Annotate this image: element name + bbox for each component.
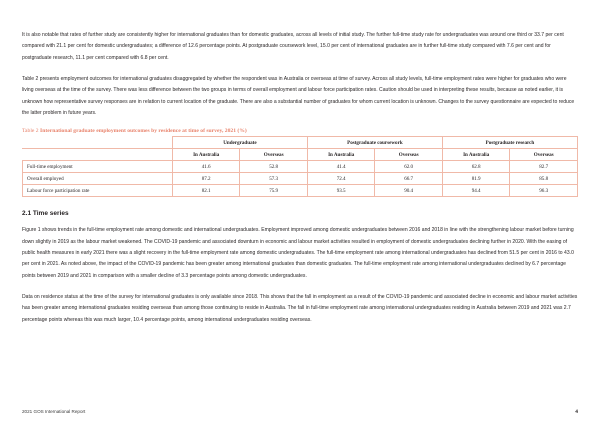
footer-report-title: 2021 GOS International Report [22, 409, 86, 414]
paragraph-residence-status: Data on residence status at the time of the survey for international graduates is only available since 2018. This shows that the fall in employment as a result of the COVID-19 pandemic and associated decline in economic and labour market activities has been greater among international graduates residing overseas than among those continuing to reside in Australia. The fall in full-time employment rate among international undergraduates residing in Australia between 2019 and 2021 was 2.7 percentage points whereas this was much larger, 10.4 percentage points, among international undergraduates residing overseas. [22, 294, 578, 323]
table-row-label: Overall employed [23, 173, 173, 185]
table-cell: 81.9 [442, 173, 510, 185]
table-sub-header-pgcw-overseas: Overseas [375, 149, 443, 161]
table-cell: 52.8 [240, 161, 308, 173]
table-header-row-groups [23, 137, 578, 149]
employment-outcomes-table [22, 136, 578, 197]
table-cell: 82.1 [172, 185, 240, 197]
paragraph-table2-intro: Table 2 presents employment outcomes for international graduates disaggregated by whether the respondent was in Australia or overseas at time of survey. Across all study levels, full-time employment rates were higher for graduates who were living overseas at the time of the survey. There was less difference between the two groups in terms of overall employment and labour force participation rates. Caution should be used in interpreting these results, because as noted earlier, it is unknown how representative survey responses are in relation to current location of the graduate. There are also a substantial number of graduates for whom current location is unknown. Changes to the survey questionnaire are expected to reduce the latter problem in future years. [22, 76, 575, 117]
table-row [23, 173, 578, 185]
table-row-label: Full-time employment [23, 161, 173, 173]
table-sub-header-ug-overseas: Overseas [240, 149, 308, 161]
table-cell: 85.8 [510, 173, 578, 185]
table-cell: 82.7 [510, 161, 578, 173]
paragraph-figure1-trends: Figure 1 shows trends in the full-time employment rate among domestic and international undergraduates. Employment improved among domestic undergraduates between 2016 and 2018 in line with the strengthening labour market before turning down slightly in 2019 as the labour market weakened. The COVID-19 pandemic and associated downturn in economic and labour market activities resulted in employment of domestic undergraduates declining further in 2020. With the easing of public health measures in early 2021 there was a slight recovery in the full-time employment rate among domestic undergraduates. The full-time employment rate among international undergraduates has declined from 51.5 per cent in 2016 to 43.0 per cent in 2021. As noted above, the impact of the COVID-19 pandemic has been greater among international graduates than domestic graduates. The full-time employment rate among international undergraduates declined by 6.7 percentage points between 2019 and 2021 in comparison with a smaller decline of 3.3 percentage points among domestic undergraduates. [22, 227, 574, 279]
section-heading-time-series: 2.1 Time series [22, 210, 69, 218]
table-sub-header-ug-in-australia: In Australia [172, 149, 240, 161]
table-cell: 96.3 [510, 185, 578, 197]
table-header-row-subs [23, 149, 578, 161]
table-sub-header-pgcw-in-australia: In Australia [307, 149, 375, 161]
table-row [23, 185, 578, 197]
table-row-label: Labour force participation rate [23, 185, 173, 197]
table-cell: 41.4 [307, 161, 375, 173]
table-group-header-postgraduate-research: Postgraduate research [442, 137, 577, 149]
table-sub-header-pgr-overseas: Overseas [510, 149, 578, 161]
table-corner-cell [23, 137, 173, 149]
footer-page-number: 4 [575, 409, 578, 415]
table-cell: 41.6 [172, 161, 240, 173]
table-cell: 62.8 [442, 161, 510, 173]
table-cell: 94.4 [442, 185, 510, 197]
table-cell: 93.5 [307, 185, 375, 197]
table-row [23, 161, 578, 173]
table-cell: 75.9 [240, 185, 308, 197]
page-footer [22, 409, 578, 415]
table-cell: 90.4 [375, 185, 443, 197]
table-cell: 57.3 [240, 173, 308, 185]
table-caption-number: Table 2 [22, 128, 39, 135]
table-head [23, 137, 578, 161]
table-cell: 62.0 [375, 161, 443, 173]
paragraph-further-study: It is also notable that rates of further study are consistently higher for international graduates than for domestic graduates, across all levels of initial study. The further full-time study rate for undergraduates was around one third or 33.7 per cent compared with 21.1 per cent for domestic undergraduates; a difference of 12.6 percentage points. At postgraduate coursework level, 15.0 per cent of international graduates are in further full-time study compared with 7.6 per cent and for postgraduate research, 11.1 per cent compared with 6.8 per cent. [22, 32, 564, 61]
table-cell: 66.7 [375, 173, 443, 185]
table-sub-header-pgr-in-australia: In Australia [442, 149, 510, 161]
table-group-header-undergraduate: Undergraduate [172, 137, 307, 149]
table-group-header-postgraduate-coursework: Postgraduate coursework [307, 137, 442, 149]
table-cell: 87.2 [172, 173, 240, 185]
table-corner-cell-sub [23, 149, 173, 161]
table-cell: 72.4 [307, 173, 375, 185]
table-body [23, 161, 578, 197]
table-caption [22, 128, 578, 134]
table-caption-text: International graduate employment outcomes by residence at time of survey, 2021 (%) [40, 128, 247, 135]
